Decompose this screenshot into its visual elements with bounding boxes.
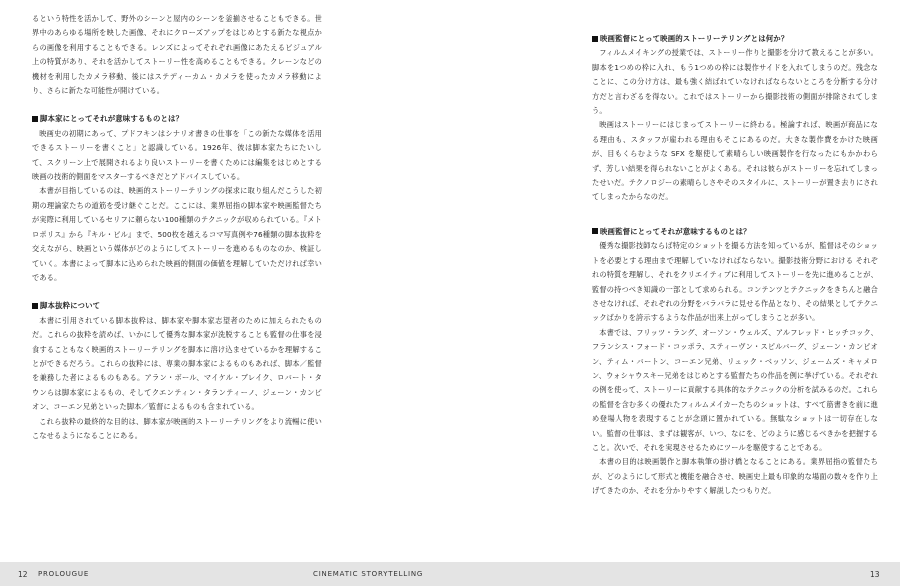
body-paragraph: 本書の目的は映画製作と脚本執筆の掛け橋となることにある。業界屈指の監督たちが、どのようにして形式と機能を融合させ、映画史上最も印象的な場面の数々を作り上げてきたのか、それを分かりやすく解説したつもりだ。 (592, 457, 878, 496)
right-text-column (592, 32, 878, 499)
right-page-number: 13 (870, 570, 880, 579)
square-bullet-icon (32, 116, 38, 122)
body-paragraph: 優秀な撮影技師ならば特定のショットを撮る方法を知っているが、監督はそのショットを必要とする理由まで理解していなければならない。撮影技術分野における それぞれの特質を理解し、それをクリエイティブに利用してストーリーを先に進めることが、監督の持つべき知識の一部として求められる。コンテンツとテクニックをきちんと融合させなければ、それぞれの分野をバラバラに見せる作品となり、その結果としてテクニックばかりを誇示するような作品が出来上がってしまうことが多い。 (592, 241, 878, 323)
running-title: CINEMATIC STORYTELLING (313, 570, 424, 578)
left-section-title: PROLOUGUE (38, 570, 90, 578)
section-heading-text: 脚本家にとってそれが意味するものとは？ (40, 114, 184, 124)
page-footer (0, 562, 900, 586)
body-paragraph: 本書では、フリッツ・ラング、オーソン・ウェルズ、アルフレッド・ヒッチコック、フランシス・フォード・コッポラ、スティーヴン・スピルバーグ、ジェーン・カンピオン、ティム・バートン、コーエン兄弟、リュック・ベッソン、ジェームズ・キャメロン、ウォシャウスキー兄弟をはじめとする監督たちの作品を例に挙げている。それぞれの例を使って、ストーリーに貢献する具体的なテクニックの分析を試みるのだ。これらの監督を含む多くの優れたフィルムメイカーたちのショットは、すべて筋書きを前に進め登場人物を表現することが念頭に置かれている。無駄なショットは一切存在しない。監督の仕事は、まずは観客が、いつ、なにを、どのように感じるべきかを把握すること。次いで、それを実現させるためにツールを駆使することである。 (592, 327, 878, 452)
square-bullet-icon (32, 303, 38, 309)
left-page-number: 12 (18, 570, 28, 579)
section-heading-text: 映画監督にとってそれが意味するものとは？ (600, 226, 751, 236)
section-heading-text: 映画監督にとって映画的ストーリーテリングとは何か？ (600, 34, 789, 43)
section-heading (592, 32, 878, 46)
left-page (0, 0, 450, 562)
body-paragraph: 映画史の初期にあって、プドフキンはシナリオ書きの仕事を「この新たな媒体を活用できるストーリーを書くこと」と認識している。1926年、彼は脚本家たちにたいして、スクリーン上で展開されるより良いストーリーを書くためには編集をはじめとする映画の技術的側面をマスターするべきだとアドバイスしている。 (32, 128, 322, 182)
section-heading (592, 225, 878, 239)
square-bullet-icon (592, 228, 598, 234)
section-heading (32, 112, 322, 126)
section-heading-text: 脚本抜粋について (40, 301, 101, 311)
square-bullet-icon (592, 36, 598, 42)
body-paragraph: これら抜粋の最終的な目的は、脚本家が映画的ストーリーテリングをより流暢に使いこなせるようになることにある。 (32, 416, 322, 440)
body-paragraph: 映画はストーリーにはじまってストーリーに終わる。極論すれば、映画が商品になる理由も、スタッフが雇われる理由もそこにあるのだ。大きな製作費をかけた映画が、目もくらむような SFX を駆使して素晴らしい映画製作を行なったにもかかわらず、芳しい結果を得られないことがよくある。それは彼らがストーリーを忘れてしまったせいだ。テクノロジーの素晴らしさやそのスタイルに、ストーリーが置き去りにされてしまったからなのだ。 (592, 120, 878, 202)
left-text-column (32, 12, 322, 443)
body-paragraph: 本書が目指しているのは、映画的ストーリーテリングの探求に取り組んだこうした初期の理論家たちの道筋を受け継ぐことだ。ここには、業界屈指の脚本家や映画監督たちが実際に利用しているセリフに頼らない100種類のテクニックが収められている。『メトロポリス』から『キル・ビル』まで、500枚を越えるコマ写真例や76種類の脚本抜粋を交えながら、映画という媒体がどのようにしてストーリーを進めるものなのか、検証していく。本書によって脚本に込められた映画的側面の価値を理解していただければ幸いである。 (32, 186, 322, 282)
body-paragraph: るという特性を活かして、野外のシーンと屋内のシーンを釜揃させることもできる。世界中のあらゆる場所を映した画像、それにクローズアップをはじめとする新たな視点からの画像を利用することもできる。レンズによってそれぞれ画像にあたえるビジュアル上の特質があり、それを活かしてストーリー性を高めることもできる。クレーンなどの機材を利用したカメラ移動、後にはステディーカム・カメラを使ったカメラ移動により、さらに新たな可能性が開けている。 (32, 14, 322, 96)
body-paragraph: 本書に引用されている脚本抜粋は、脚本家や脚本家志望者のために加えられたものだ。これらの抜粋を読めば、いかにして優秀な脚本家が洗脱することも監督の仕事を浸食することもなく映画的ストーリーテリングを脚本に溶け込ませているかを理解することができるだろう。これらの抜粋には、専業の脚本家によるものもあれば、脚本／監督を兼務した者によるものもある。アラン・ボール、マイケル・ブレイク、ロバート・タウンらは脚本家によるもの、そしてクエンティン・タランティーノ、ジェーン・カンピオン、コーエン兄弟といった脚本／監督によるものも含まれている。 (32, 315, 322, 412)
body-paragraph: フィルムメイキングの授業では、ストーリー作りと撮影を分けて教えることが多い。脚本を1つめの枠に入れ、もう1つめの枠には製作サイドを入れてしまうのだ。残念なことに、この分け方は、最も強く結ばれていなければならないところを分断する分け方だと言わざるを得ない。これではストーリーから撮影技術の側面が排除されてしまう。 (592, 48, 878, 116)
section-heading (32, 299, 322, 313)
